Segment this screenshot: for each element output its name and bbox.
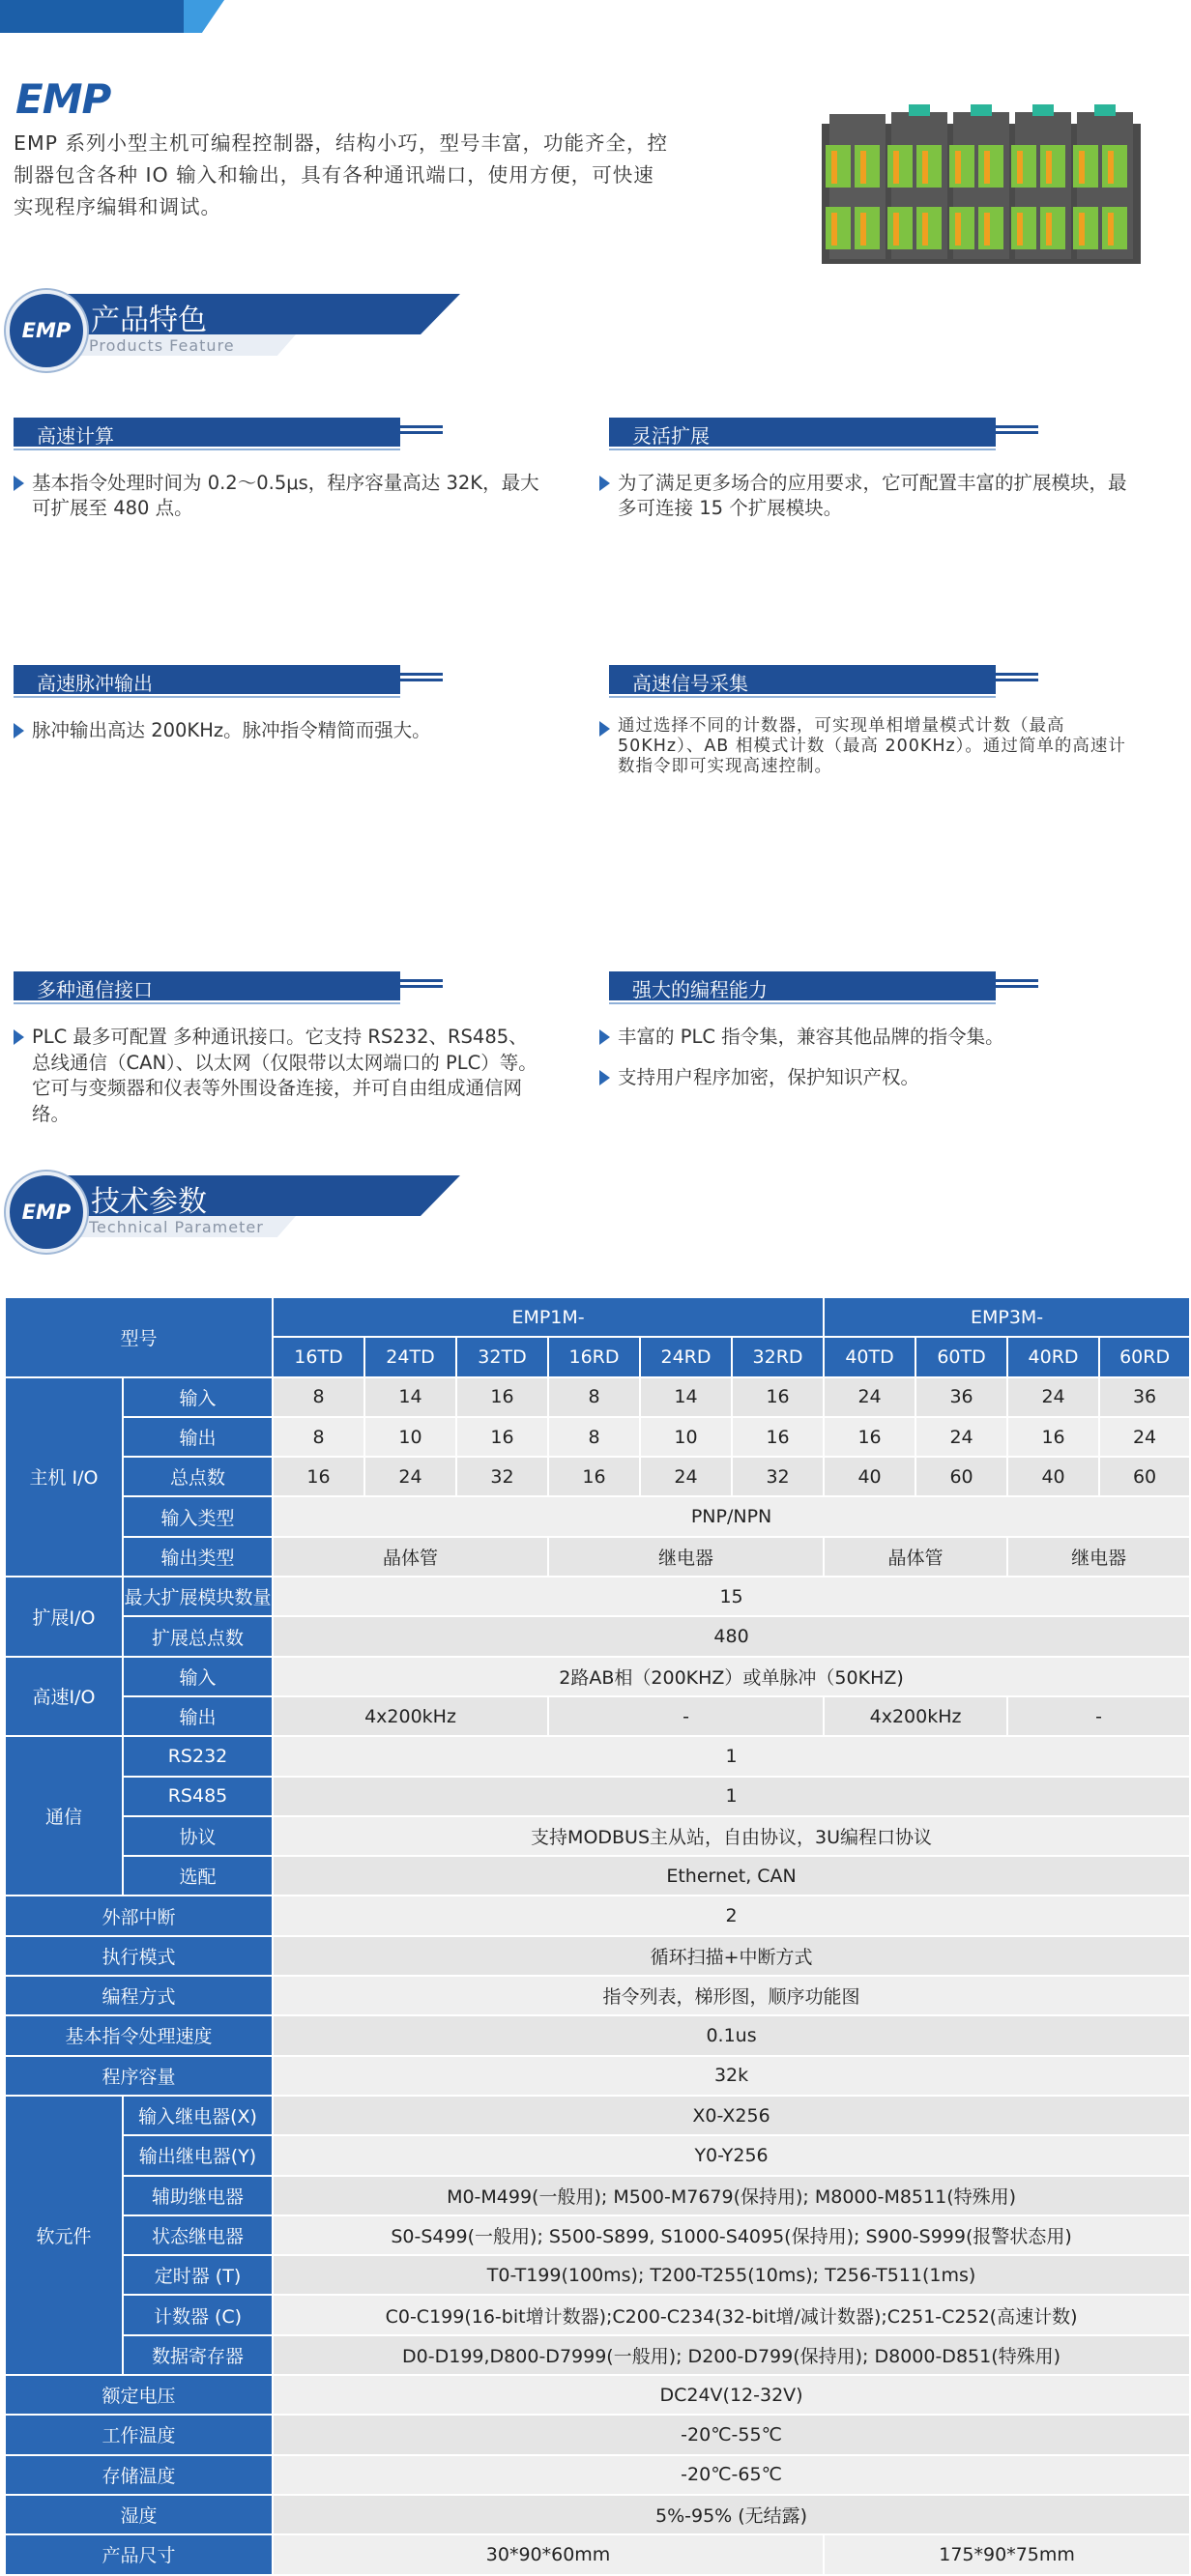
section-products-feature xyxy=(6,290,470,355)
cell: 14 xyxy=(640,1377,732,1417)
cell: 15 xyxy=(273,1577,1190,1616)
feature-item-text: 基本指令处理时间为 0.2～0.5μs，程序容量高达 32K，最大可扩展至 480 点。 xyxy=(32,472,539,519)
section-subtitle: Products Feature xyxy=(89,336,235,355)
bullet-triangle-icon xyxy=(599,1070,610,1085)
feature-underline xyxy=(609,449,996,450)
cell: 晶体管 xyxy=(273,1537,548,1577)
cell: 60 xyxy=(1099,1457,1190,1496)
feature-item-text: PLC 最多可配置 多种通讯接口。它支持 RS232、RS485、总线通信（CAN）、以太网（仅限带以太网端口的 PLC）等。它可与变频器和仪表等外围设备连接，并可自由组成通信网络。 xyxy=(32,1026,537,1125)
th-model-code: 60TD xyxy=(915,1337,1007,1376)
brand-logo: EMP xyxy=(15,75,111,123)
group-expand-io: 扩展I/O xyxy=(5,1577,123,1657)
bullet-triangle-icon xyxy=(599,721,610,737)
th-model: 型号 xyxy=(5,1297,273,1377)
cell: 14 xyxy=(364,1377,456,1417)
row-label: 选配 xyxy=(123,1856,273,1896)
cell: S0-S499(一般用); S500-S899, S1000-S4095(保持用); S900-S999(报警状态用) xyxy=(273,2215,1190,2255)
section-title: 技术参数 xyxy=(91,1185,207,1219)
feature-bar-tail xyxy=(400,425,443,439)
th-model-code: 32TD xyxy=(456,1337,548,1376)
cell: 16 xyxy=(732,1377,824,1417)
cell: 8 xyxy=(548,1377,640,1417)
cell: 16 xyxy=(732,1417,824,1457)
feature-title: 高速脉冲输出 xyxy=(37,672,153,695)
th-model-code: 24TD xyxy=(364,1337,456,1376)
cell: 2路AB相（200KHZ）或单脉冲（50KHZ) xyxy=(273,1657,1190,1696)
group-highspeed-io: 高速I/O xyxy=(5,1657,123,1737)
row-label: 产品尺寸 xyxy=(5,2534,273,2574)
cell: 30*90*60mm xyxy=(273,2534,824,2574)
section-technical-parameter xyxy=(6,1172,470,1236)
cell: 16 xyxy=(456,1377,548,1417)
cell: 60 xyxy=(915,1457,1007,1496)
row-label: 执行模式 xyxy=(5,1936,273,1976)
cell: 0.1us xyxy=(273,2015,1190,2055)
feature-underline xyxy=(609,696,996,698)
cell: 5%-95% (无结露) xyxy=(273,2495,1190,2534)
row-label: 存储温度 xyxy=(5,2455,273,2495)
row-label: 计数器 (C) xyxy=(123,2295,273,2334)
feature-underline xyxy=(14,1002,400,1004)
feature-item-text: 支持用户程序加密，保护知识产权。 xyxy=(618,1066,920,1088)
feature-item-text: 脉冲输出高达 200KHz。脉冲指令精简而强大。 xyxy=(32,719,431,741)
feature-item xyxy=(599,1025,1136,1050)
row-label: 输入继电器(X) xyxy=(123,2096,273,2135)
bullet-triangle-icon xyxy=(14,476,24,491)
feature-bar-tail xyxy=(400,673,443,686)
section-subtitle: Technical Parameter xyxy=(89,1218,264,1236)
top-banner-accent xyxy=(184,0,224,33)
th-model-code: 40RD xyxy=(1007,1337,1099,1376)
row-label: 状态继电器 xyxy=(123,2215,273,2255)
row-label: 最大扩展模块数量 xyxy=(123,1577,273,1616)
feature-item xyxy=(599,1065,1136,1090)
bullet-triangle-icon xyxy=(14,723,24,738)
feature-underline xyxy=(609,1002,996,1004)
th-emp1m: EMP1M- xyxy=(273,1297,824,1337)
cell: 晶体管 xyxy=(824,1537,1007,1577)
row-label: 工作温度 xyxy=(5,2415,273,2454)
row-label: 输出类型 xyxy=(123,1537,273,1577)
cell: 175*90*75mm xyxy=(824,2534,1190,2574)
bullet-triangle-icon xyxy=(599,476,610,491)
bullet-triangle-icon xyxy=(599,1029,610,1045)
feature-item xyxy=(14,718,540,743)
cell: 24 xyxy=(1007,1377,1099,1417)
feature-header-1 xyxy=(609,418,1044,447)
cell: 循环扫描+中断方式 xyxy=(273,1936,1190,1976)
feature-body-0 xyxy=(14,471,540,521)
feature-body-5 xyxy=(599,1025,1136,1090)
cell: 24 xyxy=(915,1417,1007,1457)
cell: 480 xyxy=(273,1616,1190,1656)
feature-body-1 xyxy=(599,471,1136,521)
cell: 1 xyxy=(273,1736,1190,1776)
cell: 24 xyxy=(824,1377,915,1417)
feature-item-text: 为了满足更多场合的应用要求，它可配置丰富的扩展模块，最多可连接 15 个扩展模块。 xyxy=(618,472,1127,519)
row-label: RS485 xyxy=(123,1777,273,1816)
cell: 24 xyxy=(1099,1417,1190,1457)
feature-item-text: 通过选择不同的计数器，可实现单相增量模式计数（最高 50KHz）、AB 相模式计数（最高 200KHz）。通过简单的高速计数指令即可实现高速控制。 xyxy=(618,716,1126,776)
cell: 2 xyxy=(273,1896,1190,1935)
spec-table xyxy=(4,1296,1191,2576)
row-label: 外部中断 xyxy=(5,1896,273,1935)
cell: 10 xyxy=(364,1417,456,1457)
th-emp3m: EMP3M- xyxy=(824,1297,1190,1337)
cell: 32 xyxy=(732,1457,824,1496)
feature-title: 灵活扩展 xyxy=(632,424,710,448)
plc-product-image xyxy=(812,104,1150,269)
feature-item xyxy=(14,1025,540,1127)
cell: 32k xyxy=(273,2056,1190,2096)
feature-title: 强大的编程能力 xyxy=(632,978,768,1001)
cell: 4x200kHz xyxy=(273,1696,548,1736)
row-label: 输入类型 xyxy=(123,1496,273,1536)
cell: 24 xyxy=(364,1457,456,1496)
cell: 继电器 xyxy=(1007,1537,1190,1577)
row-label: 输入 xyxy=(123,1377,273,1417)
feature-header-5 xyxy=(609,971,1044,1000)
row-label: RS232 xyxy=(123,1736,273,1776)
th-model-code: 16RD xyxy=(548,1337,640,1376)
feature-body-4 xyxy=(14,1025,540,1127)
cell: 36 xyxy=(1099,1377,1190,1417)
cell: M0-M499(一般用); M500-M7679(保持用); M8000-M8511(特殊用) xyxy=(273,2176,1190,2215)
feature-body-3 xyxy=(599,716,1136,777)
cell: PNP/NPN xyxy=(273,1496,1190,1536)
row-label: 扩展总点数 xyxy=(123,1616,273,1656)
row-label: 输出 xyxy=(123,1696,273,1736)
cell: -20℃-65℃ xyxy=(273,2455,1190,2495)
cell: 8 xyxy=(548,1417,640,1457)
row-label: 协议 xyxy=(123,1816,273,1856)
cell: X0-X256 xyxy=(273,2096,1190,2135)
group-soft-elements: 软元件 xyxy=(5,2096,123,2375)
cell: DC24V(12-32V) xyxy=(273,2375,1190,2415)
th-model-code: 40TD xyxy=(824,1337,915,1376)
row-label: 基本指令处理速度 xyxy=(5,2015,273,2055)
row-label: 输出 xyxy=(123,1417,273,1457)
row-label: 编程方式 xyxy=(5,1976,273,2015)
feature-title: 高速计算 xyxy=(37,424,114,448)
row-label: 程序容量 xyxy=(5,2056,273,2096)
cell: C0-C199(16-bit增计数器);C200-C234(32-bit增/减计数器);C251-C252(高速计数) xyxy=(273,2295,1190,2334)
cell: 10 xyxy=(640,1417,732,1457)
th-model-code: 60RD xyxy=(1099,1337,1190,1376)
feature-item xyxy=(14,471,540,521)
th-model-code: 16TD xyxy=(273,1337,364,1376)
feature-title: 高速信号采集 xyxy=(632,672,748,695)
cell: 16 xyxy=(824,1417,915,1457)
cell: D0-D199,D800-D7999(一般用); D200-D799(保持用); D8000-D851(特殊用) xyxy=(273,2335,1190,2375)
feature-underline xyxy=(14,449,400,450)
cell: 8 xyxy=(273,1417,364,1457)
cell: - xyxy=(548,1696,824,1736)
feature-underline xyxy=(14,696,400,698)
feature-title: 多种通信接口 xyxy=(37,978,153,1001)
cell: 1 xyxy=(273,1777,1190,1816)
cell: 16 xyxy=(1007,1417,1099,1457)
th-model-code: 24RD xyxy=(640,1337,732,1376)
feature-header-3 xyxy=(609,665,1044,694)
feature-header-0 xyxy=(14,418,449,447)
feature-header-4 xyxy=(14,971,449,1000)
row-label: 输出继电器(Y) xyxy=(123,2135,273,2175)
row-label: 数据寄存器 xyxy=(123,2335,273,2375)
feature-item xyxy=(599,471,1136,521)
cell: Ethernet, CAN xyxy=(273,1856,1190,1896)
cell: T0-T199(100ms); T200-T255(10ms); T256-T511(1ms) xyxy=(273,2255,1190,2295)
cell: 继电器 xyxy=(548,1537,824,1577)
intro-text: EMP 系列小型主机可编程控制器，结构小巧，型号丰富，功能齐全，控制器包含各种 IO 输入和输出，具有各种通讯端口，使用方便，可快速实现程序编辑和调试。 xyxy=(14,131,669,218)
feature-bar-tail xyxy=(996,979,1038,993)
row-label: 湿度 xyxy=(5,2495,273,2534)
feature-bar-tail xyxy=(996,673,1038,686)
cell: 8 xyxy=(273,1377,364,1417)
section-logo-badge: EMP xyxy=(6,1172,87,1253)
cell: 40 xyxy=(824,1457,915,1496)
row-label: 总点数 xyxy=(123,1457,273,1496)
bullet-triangle-icon xyxy=(14,1029,24,1045)
feature-header-2 xyxy=(14,665,449,694)
feature-bar-tail xyxy=(400,979,443,993)
section-title: 产品特色 xyxy=(91,304,207,337)
feature-item-text: 丰富的 PLC 指令集，兼容其他品牌的指令集。 xyxy=(618,1026,1004,1048)
feature-item xyxy=(599,716,1136,777)
row-label: 辅助继电器 xyxy=(123,2176,273,2215)
group-host-io: 主机 I/O xyxy=(5,1377,123,1577)
section-logo-badge: EMP xyxy=(6,290,87,371)
cell: - xyxy=(1007,1696,1190,1736)
row-label: 定时器 (T) xyxy=(123,2255,273,2295)
row-label: 额定电压 xyxy=(5,2375,273,2415)
th-model-code: 32RD xyxy=(732,1337,824,1376)
cell: 支持MODBUS主从站，自由协议，3U编程口协议 xyxy=(273,1816,1190,1856)
cell: Y0-Y256 xyxy=(273,2135,1190,2175)
cell: 16 xyxy=(273,1457,364,1496)
cell: 40 xyxy=(1007,1457,1099,1496)
cell: 指令列表，梯形图，顺序功能图 xyxy=(273,1976,1190,2015)
cell: 24 xyxy=(640,1457,732,1496)
row-label: 输入 xyxy=(123,1657,273,1696)
group-comm: 通信 xyxy=(5,1736,123,1896)
cell: 36 xyxy=(915,1377,1007,1417)
cell: 4x200kHz xyxy=(824,1696,1007,1736)
cell: 16 xyxy=(456,1417,548,1457)
feature-body-2 xyxy=(14,718,540,743)
feature-bar-tail xyxy=(996,425,1038,439)
cell: 16 xyxy=(548,1457,640,1496)
cell: -20℃-55℃ xyxy=(273,2415,1190,2454)
cell: 32 xyxy=(456,1457,548,1496)
